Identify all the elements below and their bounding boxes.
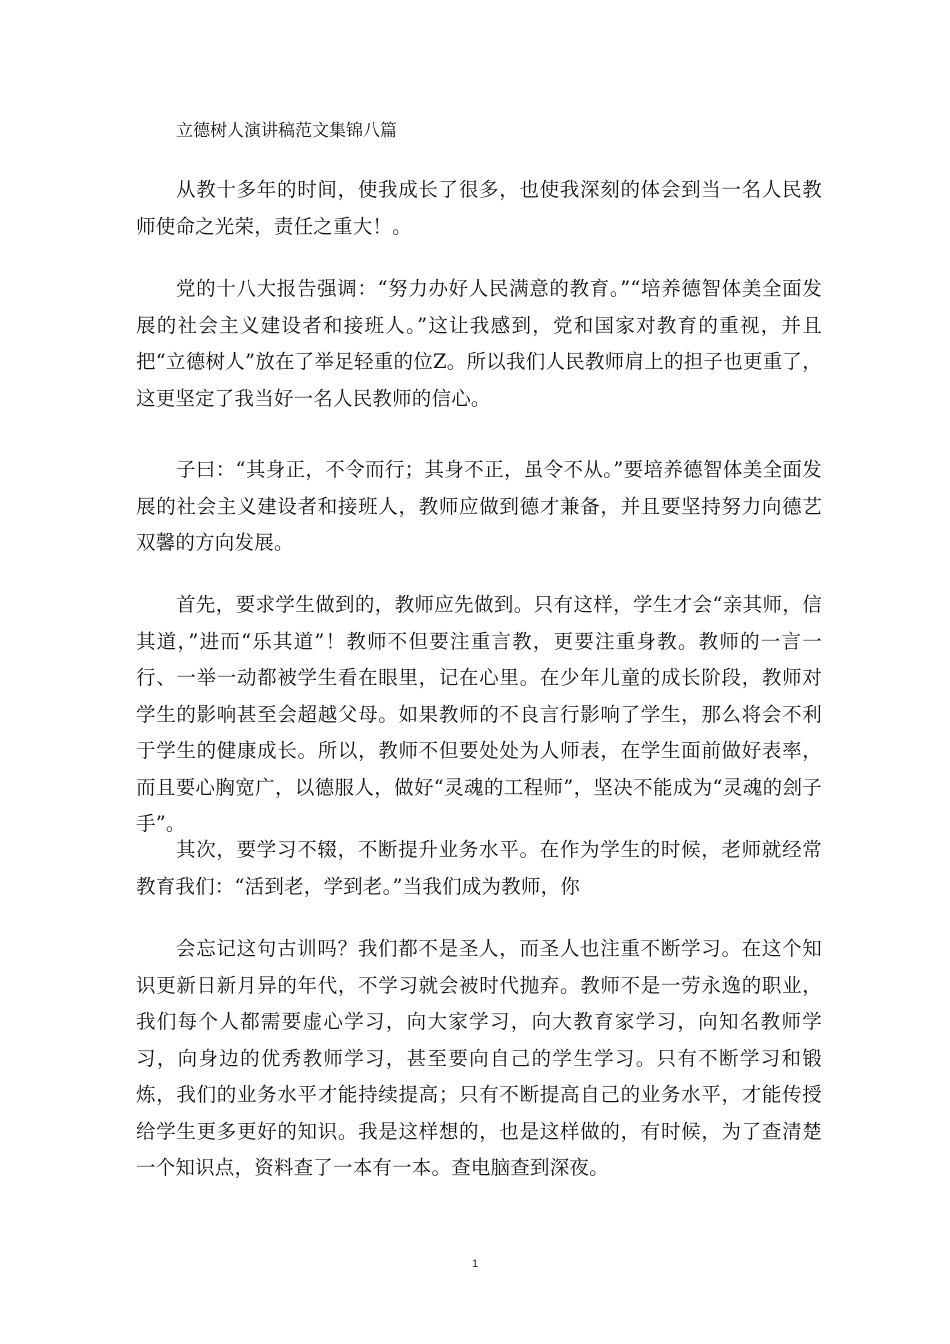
paragraph-5: 其次，要学习不辍，不断提升业务水平。在作为学生的时候，老师就经常教育我们：“活到老，学到老。”当我们成为教师，你	[136, 838, 822, 898]
paragraph-1: 从教十多年的时间，使我成长了很多，也使我深刻的体会到当一名人民教师使命之光荣，责任之重大！。	[136, 178, 822, 238]
paragraph-6: 会忘记这句古训吗？我们都不是圣人，而圣人也注重不断学习。在这个知识更新日新月异的年代，不学习就会被时代抛弃。教师不是一劳永逸的职业，我们每个人都需要虚心学习，向大家学习，向大教育家学习，向知名教师学习，向身边的优秀教师学习，甚至要向自己的学生学习。只有不断学习和锻炼，我们的业务水平才能持续提高；只有不断提高自己的业务水平，才能传授给学生更多更好的知识。我是这样想的，也是这样做的，有时候，为了查清楚一个知识点，资料查了一本有一本。查电脑查到深夜。	[136, 937, 822, 1179]
paragraph-2: 党的十八大报告强调：“努力办好人民满意的教育。”“培养德智体美全面发展的社会主义建设者和接班人。”这让我感到，党和国家对教育的重视，并且把“立德树人”放在了举足轻重的位Z。所以我们人民教师肩上的担子也更重了，这更坚定了我当好一名人民教师的信心。	[136, 277, 822, 410]
page-number: 1	[471, 1258, 479, 1270]
paragraph-3: 子曰：“其身正，不令而行；其身不正，虽令不从。”要培养德智体美全面发展的社会主义建设者和接班人，教师应做到德才兼备，并且要坚持努力向德艺双馨的方向发展。	[136, 458, 822, 554]
document-title: 立德树人演讲稿范文集锦八篇	[176, 121, 397, 141]
paragraph-4: 首先，要求学生做到的，教师应先做到。只有这样，学生才会“亲其师，信其道，”进而“乐其道”！教师不但要注重言教，更要注重身教。教师的一言一行、一举一动都被学生看在眼里，记在心里。在少年儿童的成长阶段，教师对学生的影响甚至会超越父母。如果教师的不良言行影响了学生，那么将会不利于学生的健康成长。所以，教师不但要处处为人师表，在学生面前做好表率，而且要心胸宽广，以德服人，做好“灵魂的工程师”，坚决不能成为“灵魂的刽子手”。	[136, 593, 822, 835]
